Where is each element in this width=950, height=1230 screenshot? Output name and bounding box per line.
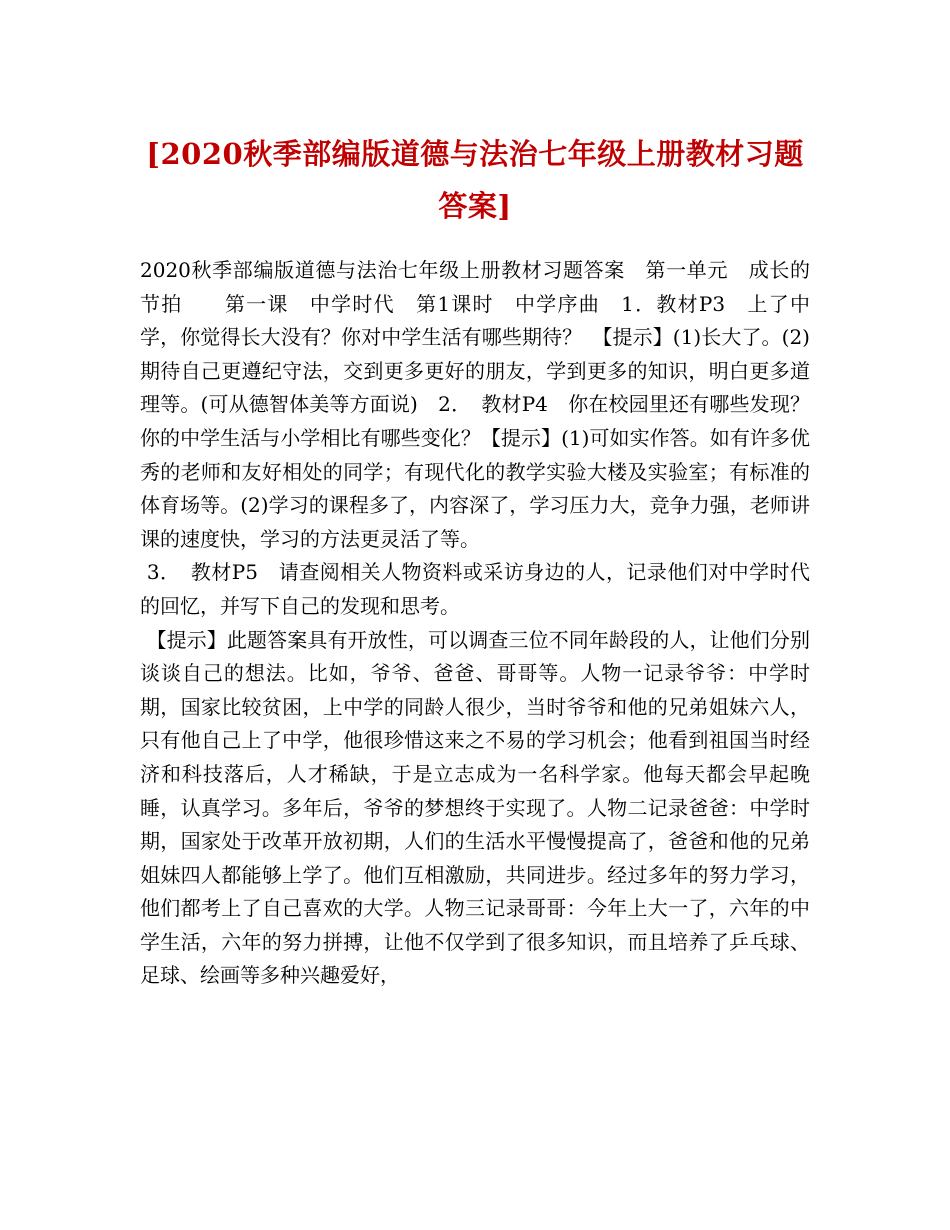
paragraph-hint-three: 【提示】此题答案具有开放性，可以调查三位不同年龄段的人，让他们分别谈谈自己的想法。比如，爷爷、爸爸、哥哥等。人物一记录爷爷：中学时期，国家比较贫困，上中学的同龄人很少，当时爷爷和他的兄弟姐妹六人，只有他自己上了中学，他很珍惜这来之不易的学习机会；他看到祖国当时经济和科技落后，人才稀缺，于是立志成为一名科学家。他每天都会早起晚睡，认真学习。多年后，爷爷的梦想终于实现了。人物二记录爸爸：中学时期，国家处于改革开放初期，人们的生活水平慢慢提高了，爸爸和他的兄弟姐妹四人都能够上学了。他们互相激励，共同进步。经过多年的努力学习，他们都考上了自己喜欢的大学。人物三记录哥哥：今年上大一了，六年的中学生活，六年的努力拼搏，让他不仅学到了很多知识，而且培养了乒乓球、足球、绘画等多种兴趣爱好， [140,627,810,988]
paragraph-question-three: 3． 教材P5 请查阅相关人物资料或采访身边的人，记录他们对中学时代的回忆，并写下自己的发现和思考。 [140,560,811,618]
document-title: [2020秋季部编版道德与法治七年级上册教材习题答案] [146,137,804,223]
document-body [140,254,810,993]
paragraph-unit-one-lesson-one: 2020秋季部编版道德与法治七年级上册教材习题答案 第一单元 成长的节拍 第一课 中学时代 第1课时 中学序曲 1．教材P3 上了中学，你觉得长大没有？你对中学生活有哪些期待？ 【提示】(1)长大了。(2)期待自己更遵纪守法，交到更多更好的朋友，学到更多的知识，明白更多道理等。(可从德智体美等方面说) 2． 教材P4 你在校园里还有哪些发现？你的中学生活与小学相比有哪些变化？【提示】(1)可如实作答。如有许多优秀的老师和友好相处的同学；有现代化的教学实验大楼及实验室；有标准的体育场等。(2)学习的课程多了，内容深了，学习压力大，竞争力强，老师讲课的速度快，学习的方法更灵活了等。 [140,258,810,551]
